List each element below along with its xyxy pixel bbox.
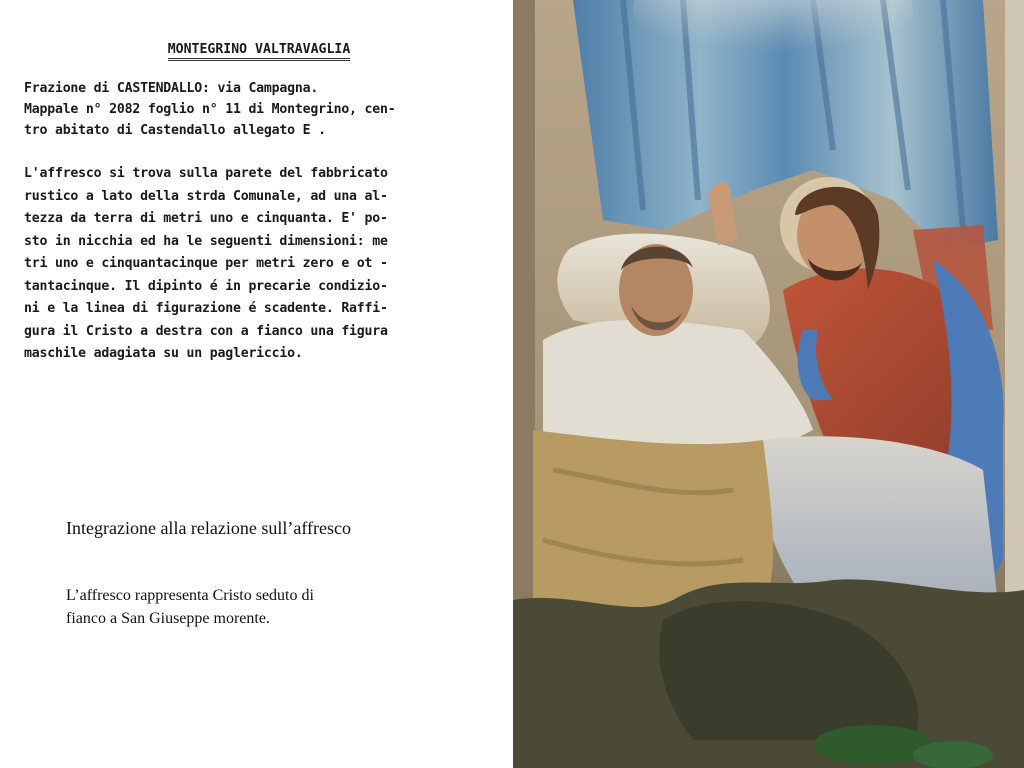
description-block (24, 163, 494, 366)
green-plant-2 (913, 741, 993, 768)
header-line: Frazione di CASTENDALLO: via Campagna. (24, 81, 319, 96)
fresco-image (513, 0, 1024, 768)
fresco-photo (513, 0, 1024, 768)
body-line: tantacinque. Il dipinto é in precarie condizio- (24, 278, 388, 294)
integration-line: fianco a San Giuseppe morente. (66, 610, 270, 627)
header-line: Mappale n° 2082 foglio n° 11 di Montegrino, cen- (24, 102, 396, 117)
body-line: ni e la linea di figurazione é scadente. Raffi- (24, 301, 388, 316)
header-block (24, 78, 494, 141)
document-title-text: MONTEGRINO VALTRAVAGLIA (168, 42, 351, 61)
header-line: tro abitato di Castendallo allegato E . (24, 123, 326, 138)
integration-heading: Integrazione alla relazione sull’affresco (66, 518, 352, 538)
integration-text (66, 584, 314, 630)
body-line: maschile adagiata su un paglericcio. (24, 346, 303, 361)
body-line: tezza da terra di metri uno e cinquanta. E' po- (24, 211, 388, 226)
body-line: L'affresco si trova sulla parete del fabbricato (24, 166, 388, 181)
body-line: tri uno e cinquantacinque per metri zero e ot - (24, 256, 388, 271)
body-line: sto in nicchia ed ha le seguenti dimensioni: me (24, 233, 388, 249)
body-line: gura il Cristo a destra con a fianco una figura (24, 323, 388, 339)
typewritten-report (24, 42, 494, 366)
body-line: rustico a lato della strda Comunale, ad una al- (24, 188, 388, 204)
document-title (24, 42, 494, 58)
integration-line: L’affresco rappresenta Cristo seduto di (66, 587, 314, 604)
